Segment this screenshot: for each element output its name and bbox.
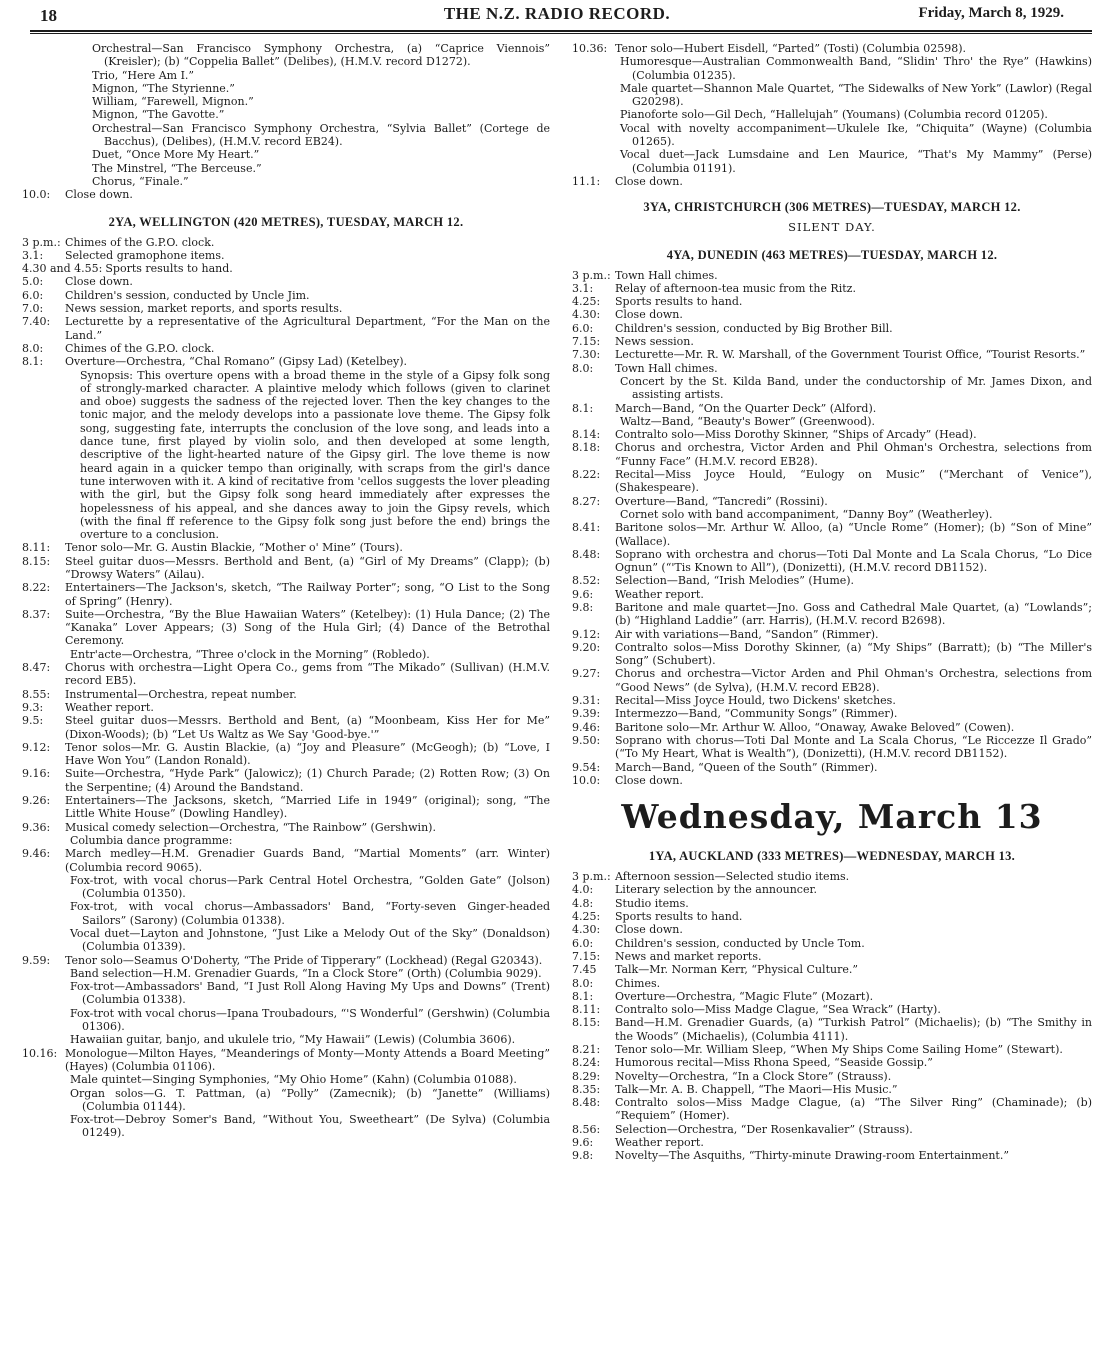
program-entry [22,355,550,368]
entry-time: 3 p.m.: [572,870,611,884]
entry-time: 9.5: [22,714,44,728]
program-list [22,954,550,967]
page-number: 18 [40,6,57,25]
program-entry [572,335,1092,348]
program-entry [572,521,1092,548]
entry-text: Close down. [615,923,683,937]
program-entry [572,761,1092,774]
right-column [572,42,1092,1163]
entry-time: 8.1: [22,355,44,369]
entry-time: 5.0: [22,275,44,289]
program-entry [572,990,1092,1003]
entry-time: 8.15: [572,1016,601,1030]
entry-text: Baritone and male quartet—Jno. Goss and Cathedral Male Quartet, (a) “Lowlands”; (b) “Highland Laddie” (arr. Harris), (H.M.V. record B2698). [615,600,1092,628]
entry-time: 9.6: [572,587,594,601]
program-list [22,236,550,369]
entry-time: 8.15: [22,554,51,568]
entry-time: 4.0: [572,883,594,897]
program-entry [572,667,1092,694]
entry-time: 3 p.m.: [22,235,61,249]
entry-text: March medley—H.M. Grenadier Guards Band, “Martial Moments” (arr. Winter) (Columbia record 9065). [65,847,550,874]
program-entry [572,694,1092,707]
program-entry [22,555,550,582]
program-line: Male quartet—Shannon Male Quartet, “The Sidewalks of New York” (Lawlor) (Regal G20298). [620,81,1092,109]
entry-time: 7.15: [572,335,601,349]
entry-time: 10.16: [22,1046,58,1060]
entry-time: 4.8: [572,896,594,910]
entry-time: 9.54: [572,760,601,774]
program-entry [572,574,1092,587]
program-entry [572,774,1092,787]
program-entry [22,847,550,874]
program-entry [572,588,1092,601]
program-entry [572,601,1092,628]
program-line: Band selection—H.M. Grenadier Guards, “In a Clock Store” (Orth) (Columbia 9029). [70,966,542,980]
entry-time: 8.48: [572,547,601,561]
program-entry [572,428,1092,441]
entry-time: 8.24: [572,1056,601,1070]
left-column [22,42,550,1140]
entry-time: 8.0: [572,976,594,990]
entry-time: 8.11: [22,541,51,555]
entry-time: 8.18: [572,441,601,455]
program-entry [22,821,550,834]
program-line: Fox-trot with vocal chorus—Ipana Troubadours, “'S Wonderful” (Gershwin) (Columbia 01306). [70,1006,551,1034]
program-entry [22,289,550,302]
program-sublist [572,55,1092,175]
entry-time: 8.21: [572,1043,601,1056]
entry-text: Contralto solos—Miss Madge Clague, (a) “The Silver Ring” (Chaminade); (b) “Requiem” (Homer). [615,1096,1092,1123]
program-entry [572,883,1092,896]
entry-text: Selected gramophone items. [65,248,225,262]
entry-time: 10.36: [572,42,608,55]
program-list [22,661,550,834]
entry-text: Close down. [615,308,683,322]
program-line: The Minstrel, “The Berceuse.” [92,161,262,175]
station-heading-2ya: 2YA, WELLINGTON (420 METRES), TUESDAY, MARCH 12. [108,214,464,229]
entry-text: March—Band, “On the Quarter Deck” (Alford). [615,401,877,415]
entry-text: Talk—Mr. Norman Kerr, “Physical Culture.” [615,963,858,977]
program-entry [572,950,1092,963]
program-line: Fox-trot, with vocal chorus—Ambassadors' Band, “Forty-seven Ginger-headed Sailors” (Sarony) (Columbia 01338). [70,900,550,927]
program-line: Organ solos—G. T. Pattman, (a) “Polly” (Zamecnik); (b) “Janette” (Williams) (Columbia 01144). [70,1086,550,1113]
entry-time: 8.48: [572,1096,601,1110]
entry-time: 8.22: [22,581,51,595]
entry-text: Intermezzo—Band, “Community Songs” (Rimmer). [615,707,898,721]
program-entry [22,541,550,554]
entry-text: Soprano with chorus—Toti Dal Monte and La Scala Chorus, “Le Riccezze Il Grado” (“To My Heart, What is Wealth”), (Donizetti), (H.M.V. record DB1152). [615,733,1092,761]
entry-text: Entertainers—The Jacksons, sketch, “Married Life in 1949” (original); song, “The Little White House” (Dowling Handley). [65,794,550,821]
program-entry [572,870,1092,883]
entry-text: Monologue—Milton Hayes, “Meanderings of Monty—Monty Attends a Board Meeting” (Hayes) (Columbia 01106). [65,1046,550,1073]
program-entry [572,282,1092,295]
program-entry [572,495,1092,508]
entry-text: Steel guitar duos—Messrs. Berthold and Bent, (a) “Girl of My Dreams” (Clapp); (b) “Drowsy Waters” (Ailau). [65,554,550,581]
entry-time: 9.27: [572,667,601,681]
entry-text: Close down. [65,188,133,202]
program-entry [572,42,1092,55]
program-sublist [22,967,550,1047]
program-entry [22,608,550,648]
program-line: Orchestral—San Francisco Symphony Orchestra, “Sylvia Ballet” (Cortege de Bacchus), (Delibes), (H.M.V. record EB24). [92,121,550,149]
program-line: Fox-trot—Ambassadors' Band, “I Just Roll Along Having My Ups and Downs” (Trent) (Columbia 01338). [70,980,550,1007]
program-entry [22,262,550,275]
entry-text: Town Hall chimes. [615,361,718,375]
entry-time: 8.35: [572,1082,601,1096]
entry-time: 9.12: [572,627,601,641]
program-line: Mignon, “The Styrienne.” [92,81,235,95]
entry-text: Tenor solo—Hubert Eisdell, “Parted” (Tosti) (Columbia 02598). [615,42,967,55]
program-entry [572,707,1092,720]
entry-text: Air with variations—Band, “Sandon” (Rimmer). [615,627,879,641]
program-line: Chorus, “Finale.” [92,174,189,188]
program-entry [572,734,1092,761]
entry-text: Selection—Orchestra, “Der Rosenkavalier” (Strauss). [615,1122,913,1136]
day-heading: Wednesday, March 13 [621,797,1043,837]
program-entry [572,1003,1092,1016]
entry-text: Recital—Miss Joyce Hould, “Eulogy on Music” (“Merchant of Venice”), (Shakespeare). [615,468,1092,495]
entry-text: Children's session, conducted by Uncle Tom. [615,936,865,950]
program-entry [572,1149,1092,1162]
station-heading-4ya: 4YA, DUNEDIN (463 METRES)—TUESDAY, MARCH 12. [666,247,998,262]
program-entry [572,963,1092,976]
entry-text: Tenor solo—Mr. William Sleep, “When My Ships Come Sailing Home” (Stewart). [615,1043,1063,1056]
entry-text: Steel guitar duos—Messrs. Berthold and Bent, (a) “Moonbeam, Kiss Her for Me” (Dixon-Woods); (b) “Let Us Waltz as We Say 'Good-bye.'” [65,714,550,741]
program-list [22,847,550,874]
program-entry [22,1047,550,1074]
entry-time: 9.8: [572,1149,594,1163]
entry-text: Lecturette—Mr. R. W. Marshall, of the Government Tourist Office, “Tourist Resorts.” [615,348,1086,362]
program-entry [572,348,1092,361]
entry-time: 8.37: [22,607,51,621]
entry-time: 4.30 and 4.55: [22,262,103,276]
newspaper-title: THE N.Z. RADIO RECORD. [443,4,671,23]
program-line: Entr'acte—Orchestra, “Three o'clock in the Morning” (Robledo). [70,647,430,661]
program-list [572,521,1092,787]
program-entry [22,236,550,249]
entry-text: Relay of afternoon-tea music from the Ritz. [615,281,856,295]
program-entry [22,342,550,355]
program-list [572,269,1092,375]
entry-time: 9.46: [22,847,51,861]
entry-text: Sports results to hand. [615,295,743,309]
entry-time: 4.25: [572,910,601,924]
station-heading-1ya: 1YA, AUCKLAND (333 METRES)—WEDNESDAY, MARCH 13. [648,849,1016,864]
entry-text: Overture—Orchestra, “Magic Flute” (Mozart). [615,989,874,1003]
entry-text: Contralto solo—Miss Dorothy Skinner, “Ships of Arcady” (Head). [615,428,977,442]
entry-text: Baritone solos—Mr. Arthur W. Alloo, (a) “Uncle Rome” (Homer); (b) “Son of Mine” (Wallace). [615,521,1092,548]
program-entry [572,269,1092,282]
program-sublist [22,874,550,954]
entry-time: 9.39: [572,707,601,721]
program-list [572,428,1092,508]
program-entry [572,1136,1092,1149]
entry-text: Children's session, conducted by Uncle Jim. [65,288,310,302]
entry-time: 8.0: [572,361,594,375]
entry-time: 7.40: [22,315,51,329]
entry-time: 9.3: [22,700,44,714]
entry-text: Tenor solo—Mr. G. Austin Blackie, “Mother o' Mine” (Tours). [65,541,403,555]
entry-text: Selection—Band, “Irish Melodies” (Hume). [615,574,855,588]
program-entry [572,468,1092,495]
program-line: Vocal duet—Jack Lumsdaine and Len Maurice, “That's My Mammy” (Perse) (Columbia 01191). [620,148,1092,175]
program-entry [22,767,550,794]
entry-time: 8.47: [22,661,51,675]
program-line: Fox-trot, with vocal chorus—Park Central Hotel Orchestra, “Golden Gate” (Jolson) (Columbia 01350). [70,873,550,901]
entry-time: 7.0: [22,302,44,316]
program-line: Humoresque—Australian Commonwealth Band, “Slidin' Thro' the Rye” (Hawkins) (Columbia 01235). [620,55,1092,82]
entry-time: 9.31: [572,694,601,708]
entry-text: Weather report. [615,1136,704,1150]
entry-time: 8.55: [22,687,51,701]
entry-time: 8.22: [572,468,601,482]
entry-text: Children's session, conducted by Big Brother Bill. [615,321,893,335]
program-entry [572,641,1092,668]
program-entry [22,188,550,201]
entry-time: 8.11: [572,1003,601,1017]
entry-text: Lecturette by a representative of the Agricultural Department, “For the Man on the Land.” [65,315,550,342]
entry-text: Tenor solo—Seamus O'Doherty, “The Pride of Tipperary” (Lockhead) (Regal G20343). [65,953,543,967]
program-line: Waltz—Band, “Beauty's Bower” (Greenwood). [620,414,876,428]
program-line: Orchestral—San Francisco Symphony Orchestra, (a) “Caprice Viennois” (Kreisler); (b) “Coppelia Ballet” (Delibes), (H.M.V. record D1272). [92,42,550,69]
program-entry [572,362,1092,375]
entry-time: 4.30: [572,923,601,937]
program-line: Cornet solo with band accompaniment, “Danny Boy” (Weatherley). [620,507,993,521]
entry-text: Recital—Miss Joyce Hould, two Dickens' sketches. [615,694,896,708]
entry-time: 10.0: [22,188,51,202]
program-sublist [22,1073,550,1139]
program-entry [22,249,550,262]
entry-time: 8.14: [572,428,601,442]
entry-text: Band—H.M. Grenadier Guards, (a) “Turkish Patrol” (Michaelis); (b) “The Smithy in the Woods” (Michaelis), (Columbia 4111). [615,1016,1092,1043]
program-line: Mignon, “The Gavotte.” [92,108,225,122]
entry-time: 8.1: [572,401,594,415]
entry-text: Entertainers—The Jackson's, sketch, “The Railway Porter”; song, “O List to the Song of Spring” (Henry). [65,581,550,608]
overture-synopsis: Synopsis: This overture opens with a broad theme in the style of a Gipsy folk song of strongly-marked character. A plaintive melody which follows (given to clarinet and oboe) suggests the sadness of the rejected lover. Then the key changes to the tonic major, and the melody develops into a passionate love theme. The Gipsy folk song, suggesting fate, interrupts the conclusion of the love song, and leads into a dance tune, first played by violin solo, and then developed at some length, descriptive of the light-hearted nature of the Gipsy girl. The love theme is now heard again in a quicker tempo than originally, with scraps from the girl's dance tune interwoven with it. A kind of recitative from 'cellos suggests the lover pleading with the girl, but the Gipsy folk song heard immediately after expresses the hopelessness of his appeal, and she dances away to join the Gipsy revels, which (with the final ff reference to the Gipsy folk song just before the end) brings the overture to a conclusion. [80,368,550,542]
entry-text: Town Hall chimes. [615,268,718,282]
header-rule [30,30,1092,32]
entry-time: 9.36: [22,820,51,834]
program-line: William, “Farewell, Mignon.” [92,95,254,109]
program-entry [22,701,550,714]
entry-time: 8.56: [572,1122,601,1136]
entry-text: Close down. [65,275,133,289]
entry-time: 11.1: [572,174,601,188]
entry-time: 9.8: [572,600,594,614]
entry-text: March—Band, “Queen of the South” (Rimmer). [615,760,878,774]
program-line: Hawaiian guitar, banjo, and ukulele trio, “My Hawaii” (Lewis) (Columbia 3606). [70,1033,516,1047]
entry-time: 3.1: [22,248,44,262]
entry-text: Chimes of the G.P.O. clock. [65,235,215,249]
entry-text: Chorus with orchestra—Light Opera Co., gems from “The Mikado” (Sullivan) (H.M.V. record EB5). [65,661,550,688]
program-entry [572,295,1092,308]
entry-time: 7.15: [572,949,601,963]
program-entry [22,688,550,701]
entry-text: Soprano with orchestra and chorus—Toti Dal Monte and La Scala Chorus, “Lo Dice Ognun” (“'Tis Known to All”), (Donizetti), (H.M.V. record DB1152). [615,547,1092,575]
entry-time: 10.0: [572,773,601,787]
program-entry [572,628,1092,641]
program-entry [22,794,550,821]
entry-text: Contralto solos—Miss Dorothy Skinner, (a) “My Ships” (Barratt); (b) “The Miller's Song” (Schubert). [615,640,1092,668]
program-entry [572,441,1092,468]
program-entry [572,1083,1092,1096]
program-line: Male quintet—Singing Symphonies, “My Ohio Home” (Kahn) (Columbia 01088). [70,1073,517,1087]
entry-time: 8.52: [572,574,601,588]
entry-text: Musical comedy selection—Orchestra, “The Rainbow” (Gershwin). [65,820,436,834]
entry-time: 6.0: [572,936,594,950]
dance-programme-note: Columbia dance programme: [70,833,233,847]
entry-text: Studio items. [615,896,689,910]
entry-text: Close down. [615,773,683,787]
program-entry [22,714,550,741]
program-entry [22,954,550,967]
program-line: Duet, “Once More My Heart.” [92,148,260,162]
program-entry [572,322,1092,335]
entry-text: Suite—Orchestra, “By the Blue Hawaiian Waters” (Ketelbey): (1) Hula Dance; (2) The “Kanaka” Lover Appears; (3) Song of the Hula Girl; (4) Dance of the Betrothal Ceremony. [65,607,550,648]
program-entry [22,302,550,315]
entry-time: 9.46: [572,720,601,734]
issue-date: Friday, March 8, 1929. [918,5,1064,21]
program-line: Concert by the St. Kilda Band, under the conductorship of Mr. James Dixon, and assisting artists. [620,374,1092,402]
program-entry [22,275,550,288]
page-header [0,0,1114,34]
entry-time: 3 p.m.: [572,268,611,282]
entry-time: 9.12: [22,740,51,754]
entry-time: 3.1: [572,281,594,295]
program-line: Pianoforte solo—Gil Dech, “Hallelujah” (Youmans) (Columbia record 01205). [620,108,1048,122]
program-entry [572,721,1092,734]
program-entry [572,1096,1092,1123]
program-entry [22,581,550,608]
entry-text: Talk—Mr. A. B. Chappell, “The Maori—His Music.” [615,1082,898,1096]
entry-text: Novelty—Orchestra, “In a Clock Store” (Strauss). [615,1069,892,1083]
entry-text: Weather report. [615,587,704,601]
entry-time: 6.0: [572,321,594,335]
program-entry [572,923,1092,936]
entry-text: News session, market reports, and sports results. [65,302,343,316]
entry-text: Instrumental—Orchestra, repeat number. [65,687,297,701]
program-entry [572,1056,1092,1069]
entry-time: 4.30: [572,308,601,322]
program-entry [572,175,1092,188]
program-list [22,1047,550,1074]
program-line: Fox-trot—Debroy Somer's Band, “Without You, Sweetheart” (De Sylva) (Columbia 01249). [70,1113,550,1140]
program-line: Vocal with novelty accompaniment—Ukulele Ike, “Chiquita” (Wayne) (Columbia 01265). [620,121,1092,149]
entry-time: 8.29: [572,1069,601,1083]
program-entry [572,1043,1092,1056]
entry-text: Overture—Band, “Tancredi” (Rossini). [615,494,828,508]
entry-text: Contralto solo—Miss Madge Clague, “Sea Wrack” (Harty). [615,1003,941,1017]
program-entry [22,661,550,688]
program-entry [572,548,1092,575]
entry-time: 9.50: [572,733,601,747]
program-entry [572,1123,1092,1136]
entry-text: Humorous recital—Miss Rhona Speed, “Seaside Gossip.” [615,1056,933,1070]
entry-text: Overture—Orchestra, “Chal Romano” (Gipsy Lad) (Ketelbey). [65,355,408,369]
entry-time: 7.45 [572,963,597,977]
silent-day-note: SILENT DAY. [788,220,876,235]
program-entry [572,308,1092,321]
entry-text: Sports results to hand. [615,910,743,924]
entry-time: 8.27: [572,494,601,508]
entry-time: 6.0: [22,288,44,302]
entry-text: Chorus and orchestra, Victor Arden and Phil Ohman's Orchestra, selections from “Funny Face” (H.M.V. record EB28). [615,441,1092,468]
entry-time: 9.26: [22,794,51,808]
program-entry [572,910,1092,923]
program-entry [22,315,550,342]
entry-text: Chorus and orchestra—Victor Arden and Phil Ohman's Orchestra, selections from “Good News” (de Sylva), (H.M.V. record EB28). [615,667,1092,694]
entry-text: Sports results to hand. [105,262,233,276]
entry-time: 9.6: [572,1136,594,1150]
entry-time: 9.16: [22,767,51,781]
entry-time: 8.41: [572,521,601,535]
entry-time: 9.20: [572,640,601,654]
entry-text: Close down. [615,174,683,188]
entry-time: 8.1: [572,989,594,1003]
station-heading-3ya: 3YA, CHRISTCHURCH (306 METRES)—TUESDAY, MARCH 12. [643,200,1021,215]
entry-time: 7.30: [572,348,601,362]
program-line: Trio, “Here Am I.” [92,68,195,82]
program-entry [22,741,550,768]
program-entry [572,1070,1092,1083]
program-list [572,402,1092,415]
entry-text: Chimes of the G.P.O. clock. [65,341,215,355]
program-list [22,541,550,647]
entry-text: Novelty—The Asquiths, “Thirty-minute Drawing-room Entertainment.” [615,1149,1009,1163]
program-list [572,870,1092,1163]
header-rule-thin [30,33,1092,34]
entry-text: Suite—Orchestra, “Hyde Park” (Jalowicz); (1) Church Parade; (2) Rotten Row; (3) On the Serpentine; (4) Around the Bandstand. [65,767,550,794]
program-entry [572,937,1092,950]
entry-time: 9.59: [22,953,51,967]
program-entry [572,1016,1092,1043]
program-entry [572,897,1092,910]
entry-text: Weather report. [65,700,154,714]
program-line: Vocal duet—Layton and Johnstone, “Just Like a Melody Out of the Sky” (Donaldson) (Columbia 01339). [70,927,550,954]
entry-text: Baritone solo—Mr. Arthur W. Alloo, “Onaway, Awake Beloved” (Cowen). [615,720,1015,734]
program-entry [572,977,1092,990]
entry-text: Afternoon session—Selected studio items. [615,870,850,884]
entry-text: News and market reports. [615,949,762,963]
entry-time: 8.0: [22,341,44,355]
entry-text: Chimes. [615,976,661,990]
program-entry [572,402,1092,415]
entry-text: Literary selection by the announcer. [615,883,818,897]
entry-text: Tenor solos—Mr. G. Austin Blackie, (a) “Joy and Pleasure” (McGeogh); (b) “Love, I Have Won You” (Landon Ronald). [65,740,550,768]
entry-time: 4.25: [572,295,601,309]
entry-text: News session. [615,335,694,349]
